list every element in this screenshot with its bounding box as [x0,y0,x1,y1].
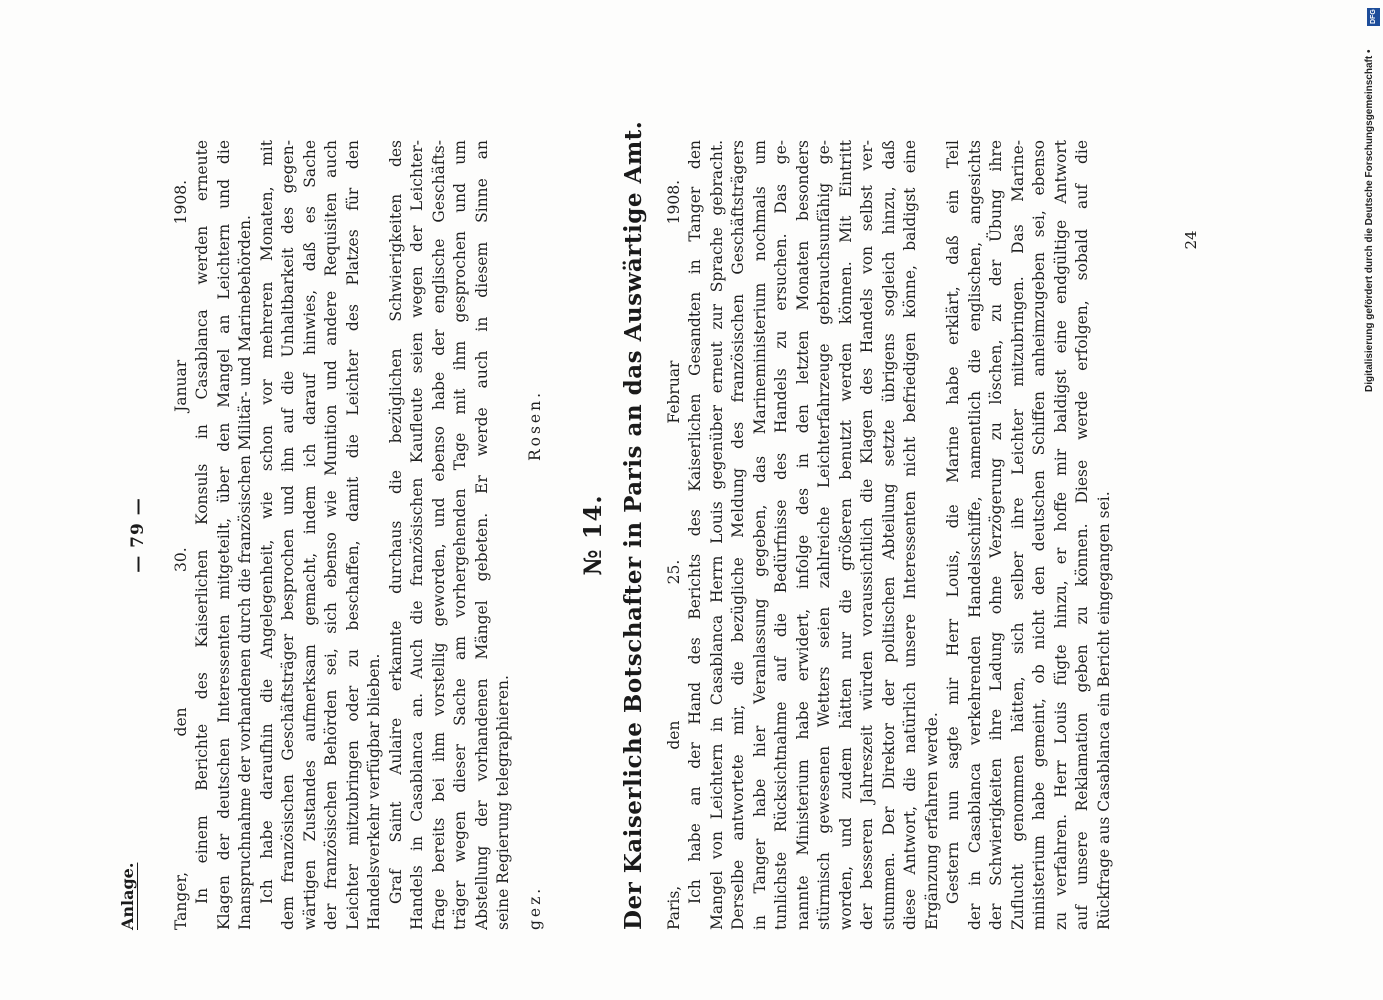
text-line: Klagen der deutschen Interessenten mitgeteilt, über den Mangel an Leichtern und die [214,140,233,930]
text-line: Abstellung der vorhandenen Mängel gebeten. Er werde auch in diesem Sinne an [472,140,491,930]
text-line: Rückfrage aus Casablanca ein Bericht eingegangen sei. [1094,491,1113,930]
dfg-logo: DFG [1367,8,1380,26]
text-line: wärtigen Zustandes aufmerksam gemacht, indem ich darauf hinwies, daß es Sache [300,140,319,930]
text-line: der in Casablanca verkehrenden Handelsschiffe, namentlich die englischen, angesichts [965,140,984,930]
text-line: auf unsere Reklamation geben zu können. Diese werde erfolgen, sobald auf die [1073,140,1091,930]
text-line: seine Regierung telegraphieren. [494,675,512,930]
text-line: Ergänzung erfahren werde. [922,712,941,930]
text-line: der französischen Behörden sei, sich ebenso wie Munition und andere Requisiten auch [322,140,340,930]
letter-2-dateline: Paris, den 25. Februar 1908. [665,180,683,930]
text-line: In einem Berichte des Kaiserlichen Konsuls in Casablanca werden erneute [193,140,211,904]
text-line: stummen. Der Direktor der politischen Abteilung setzte übrigens sogleich hinzu, daß [879,140,898,930]
text-line: Leichter mitzubringen oder zu beschaffen, damit die Leichter des Platzes für den [343,140,362,930]
text-line: Handelsverkehr verfügbar blieben. [365,653,383,930]
text-line: Ich habe an der Hand des Berichts des Kaiserlichen Gesandten in Tanger den [686,140,704,904]
text-line: Derselbe antwortete mir, die bezügliche Meldung des französischen Geschäftsträgers [729,140,747,930]
text-line: stürmisch gewesenen Wetters seien zahlreiche Leichterfahrzeuge gebrauchsunfähig ge- [815,140,833,930]
text-line: Handels in Casablanca an. Auch die französischen Kaufleute seien wegen der Leichter- [408,140,426,930]
text-line: der Schwierigkeiten ihre Ladung ohne Verzögerung zu löschen, zu der Übung ihre [987,140,1005,930]
text-line: Ich habe daraufhin die Angelegenheit, wie schon vor mehreren Monaten, mit [257,140,276,904]
letter-2 [663,140,1115,930]
letter-1-signature: gez. Rosen. [525,390,544,930]
text-line: nannte Ministerium habe erwidert, infolge des in den letzten Monaten besonders [793,140,812,930]
letter-1 [170,140,546,930]
text-line: worden, und zudem hätten nur die größeren benutzt werden können. Mit Eintritt [836,140,855,930]
text-line: Gestern nun sagte mir Herr Louis, die Marine habe erklärt, daß ein Teil [944,140,962,904]
text-line: in Tanger habe hier Veranlassung gegeben, das Marineministerium nochmals um [750,140,769,930]
text-line: Zuflucht genommen hätten, sich selber ihre Leichter mitzubringen. Das Marine- [1008,140,1027,930]
text-line: dem französischen Geschäftsträger besprochen und ihn auf die Unhaltbarkeit des gegen- [279,140,297,930]
sheet-signature: 24 [1182,230,1200,250]
text-line: der besseren Jahreszeit würden voraussichtlich die Klagen des Handels von selbst ver- [858,140,876,930]
text-line: frage bereits bei ihm vorstellig geworden, und ebenso habe der englische Geschäfts- [429,140,448,930]
rotated-page-content [118,120,1238,930]
text-line: Graf Saint Aulaire erkannte durchaus die bezüglichen Schwierigkeiten des [386,140,405,904]
annex-label: Anlage. [118,862,137,930]
digitization-notice: Digitalisierung gefördert durch die Deutsche Forschungsgemeinschaft • [1364,49,1375,392]
text-line: Mangel von Leichtern in Casablanca Herrn Louis gegenüber erneut zur Sprache gebracht. [707,140,726,930]
document-title: Der Kaiserliche Botschafter in Paris an das Auswärtige Amt. [620,120,647,930]
text-line: Inanspruchnahme der vorhandenen durch die französischen Militär- und Marinebehörden. [236,215,254,930]
text-line: tunlichste Rücksichtnahme auf die Bedürfnisse des Handels zu ersuchen. Das ge- [772,140,790,930]
text-line: träger wegen dieser Sache am vorhergehenden Tage mit ihm gesprochen und um [451,140,469,930]
letter-1-dateline: Tanger, den 30. Januar 1908. [172,180,190,930]
text-line: zu verfahren. Herr Louis fügte hinzu, er hoffe mir baldigst eine endgültige Antwort [1051,140,1070,930]
document-number: № 14. [578,494,607,576]
text-line: diese Antwort, die natürlich unsere Interessenten nicht befriedigen könne, baldigst eine [901,140,919,930]
letter-2-body [685,140,1115,930]
letter-1-body [192,140,515,930]
page-number: — 79 — [128,497,148,573]
text-line: ministerium habe gemeint, ob nicht den deutschen Schiffen anheimzugeben sei, ebenso [1030,140,1048,930]
